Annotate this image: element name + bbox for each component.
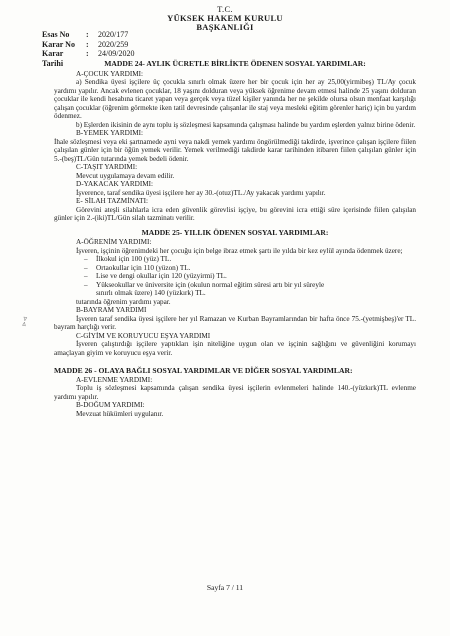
meta-value: 2020/259 xyxy=(98,39,129,49)
education-allowance-end: tutarında öğrenim yardımı yapar. xyxy=(76,297,171,306)
meta-key: Karar Tarihi xyxy=(42,49,64,68)
education-item-university-cont: sınırlı olmak üzere) 140 (yüzkırk) TL. xyxy=(96,289,206,297)
meal-allowance-heading: B-YEMEK YARDIMI: xyxy=(76,129,144,137)
transport-allowance-heading: C-TAŞIT YARDIMI: xyxy=(76,163,138,171)
meta-row-tarih: Karar Tarihi : 24/09/2020 xyxy=(42,49,135,68)
weapon-compensation-heading: E- SİLAH TAZMİNATI: xyxy=(76,197,148,205)
page-number: Sayfa 7 / 11 xyxy=(206,583,244,592)
meta-value: 24/09/2020 xyxy=(98,49,135,59)
child-allowance-paragraph-b: b) Eşlerden ikisinin de aynı toplu iş sözleşmesi kapsamında çalışması halinde bu yardım eşlerden yalnız birine ödenir. xyxy=(76,120,416,129)
clothing-allowance-paragraph: İşveren çalıştırdığı işçilere yaptıkları işin niteliğine uygun olan ve işçinin sağlığını ve güvenliğini korumayı amaçlayan giyim ve koruyucu eşya verir. xyxy=(54,340,416,357)
margin-mark: ⊳⊲ xyxy=(21,316,30,328)
meta-key: Esas No xyxy=(42,30,70,39)
meta-row-esas: Esas No : 2020/177 xyxy=(42,30,129,39)
marriage-allowance-heading: A-EVLENME YARDIMI: xyxy=(76,375,153,384)
child-allowance-paragraph-a: a) Sendika üyesi işçilere üç çocukla sınırlı olmak üzere her bir çocuk için her ay 25,00(yirmibeş) TL/Ay çocuk yardımı yapılır. Ancak evlenen çocuklar, 18 yaşını dolduran veya yüksek öğrenime devam etmesi halinde 25 yaşını dolduran çocuklar ile kendi hesabına ticaret yapan veya gerçek veya tüzel kişiler yanında her ne şekilde olursa olsun menfaat karşılığı çalışan çocuklar (öğrenim görmekte iken tatil devresinde çalışanlar ile staj veya mesleki eğitim görenler hariç) için bu yardım ödenmez. xyxy=(54,78,416,120)
header-institution: YÜKSEK HAKEM KURULU xyxy=(167,13,283,23)
birth-allowance-paragraph: Mevzuat hükümleri uygulanır. xyxy=(76,409,164,418)
transport-allowance-paragraph: Mevcut uygulamaya devam edilir. xyxy=(76,171,175,180)
fuel-allowance-paragraph: İşverence, taraf sendika üyesi işçilere her ay 30.-(otuz)TL./Ay yakacak yardımı yapılır. xyxy=(76,188,326,197)
birth-allowance-heading: B-DOĞUM YARDIMI: xyxy=(76,401,145,409)
weapon-compensation-paragraph: Görevini ateşli silahlarla icra eden güvenlik görevlisi işçiye, bu görevini icra ettiği süre içerisinde fiilen çalışılan günler için 2.-(iki)TL/Gün silah tazminatı verilir. xyxy=(54,205,416,222)
education-item-university: – Yükseokullar ve üniversite için (okulun normal eğitim süresi artı bir yıl süreyle xyxy=(54,281,416,290)
document-body xyxy=(54,60,416,418)
education-allowance-heading: A-ÖĞRENİM YARDIMI: xyxy=(76,238,152,246)
fuel-allowance-heading: D-YAKACAK YARDIMI: xyxy=(76,180,153,188)
clothing-allowance-heading: C-GİYİM VE KORUYUCU EŞYA YARDIMI xyxy=(76,331,211,340)
holiday-allowance-heading: B-BAYRAM YARDIMI xyxy=(76,306,147,314)
education-item-middle: – Ortaokullar için 110 (yüzon) TL. xyxy=(54,264,416,273)
education-item-highschool: – Lise ve dengi okullar için 120 (yüzyirmi) TL. xyxy=(54,272,416,281)
header-tc: T.C. xyxy=(217,4,233,14)
education-item-primary: – İlkokul için 100 (yüz) TL. xyxy=(54,255,416,264)
meal-allowance-paragraph: İhale sözleşmesi veya eki şartnamede ayni veya nakdi yemek yardımı öngörülmediği takdirde, işverince çalışan işçilere fiilen çalışılan günler için bir öğün yemek verilir. Yemek verilmediği takdirde karar tarihinden itibaren fiilen çalışılan günler için 5.-(beş)TL/Gün tutarında yemek bedeli ödenir. xyxy=(54,137,416,163)
meta-key: Karar No xyxy=(42,39,75,49)
child-allowance-heading: A-ÇOCUK YARDIMI: xyxy=(76,69,144,78)
meta-value: 2020/177 xyxy=(98,30,129,39)
holiday-allowance-paragraph: İşveren taraf sendika üyesi işçilere her yıl Ramazan ve Kurban Bayramlarından bir hafta önce 75.-(yetmişbeş)'er TL. bayram harçlığı verir. xyxy=(54,314,416,331)
article-26-title: MADDE 26 - OLAYA BAĞLI SOSYAL YARDIMLAR VE DİĞER SOSYAL YARDIMLAR: xyxy=(54,366,353,375)
header-office: BAŞKANLIĞI xyxy=(196,22,254,32)
meta-row-karar: Karar No : 2020/259 xyxy=(42,39,129,49)
article-25-title: MADDE 25- YILLIK ÖDENEN SOSYAL YARDIMLAR: xyxy=(141,227,329,237)
marriage-allowance-paragraph: Toplu iş sözleşmesi kapsamında çalışan sendika üyesi işçilerin evlenmeleri halinde 140.-(yüzkırk)TL evlenme yardımı yapılır. xyxy=(54,384,416,401)
education-allowance-paragraph: İşveren, işçinin öğrenimdeki her çocuğu için belge ibraz etmek şartı ile yılda bir kez eylül ayında ödenmek üzere; xyxy=(76,246,403,255)
article-24-title: MADDE 24- AYLIK ÜCRETLE BİRLİKTE ÖDENEN SOSYAL YARDIMLAR: xyxy=(104,59,366,68)
